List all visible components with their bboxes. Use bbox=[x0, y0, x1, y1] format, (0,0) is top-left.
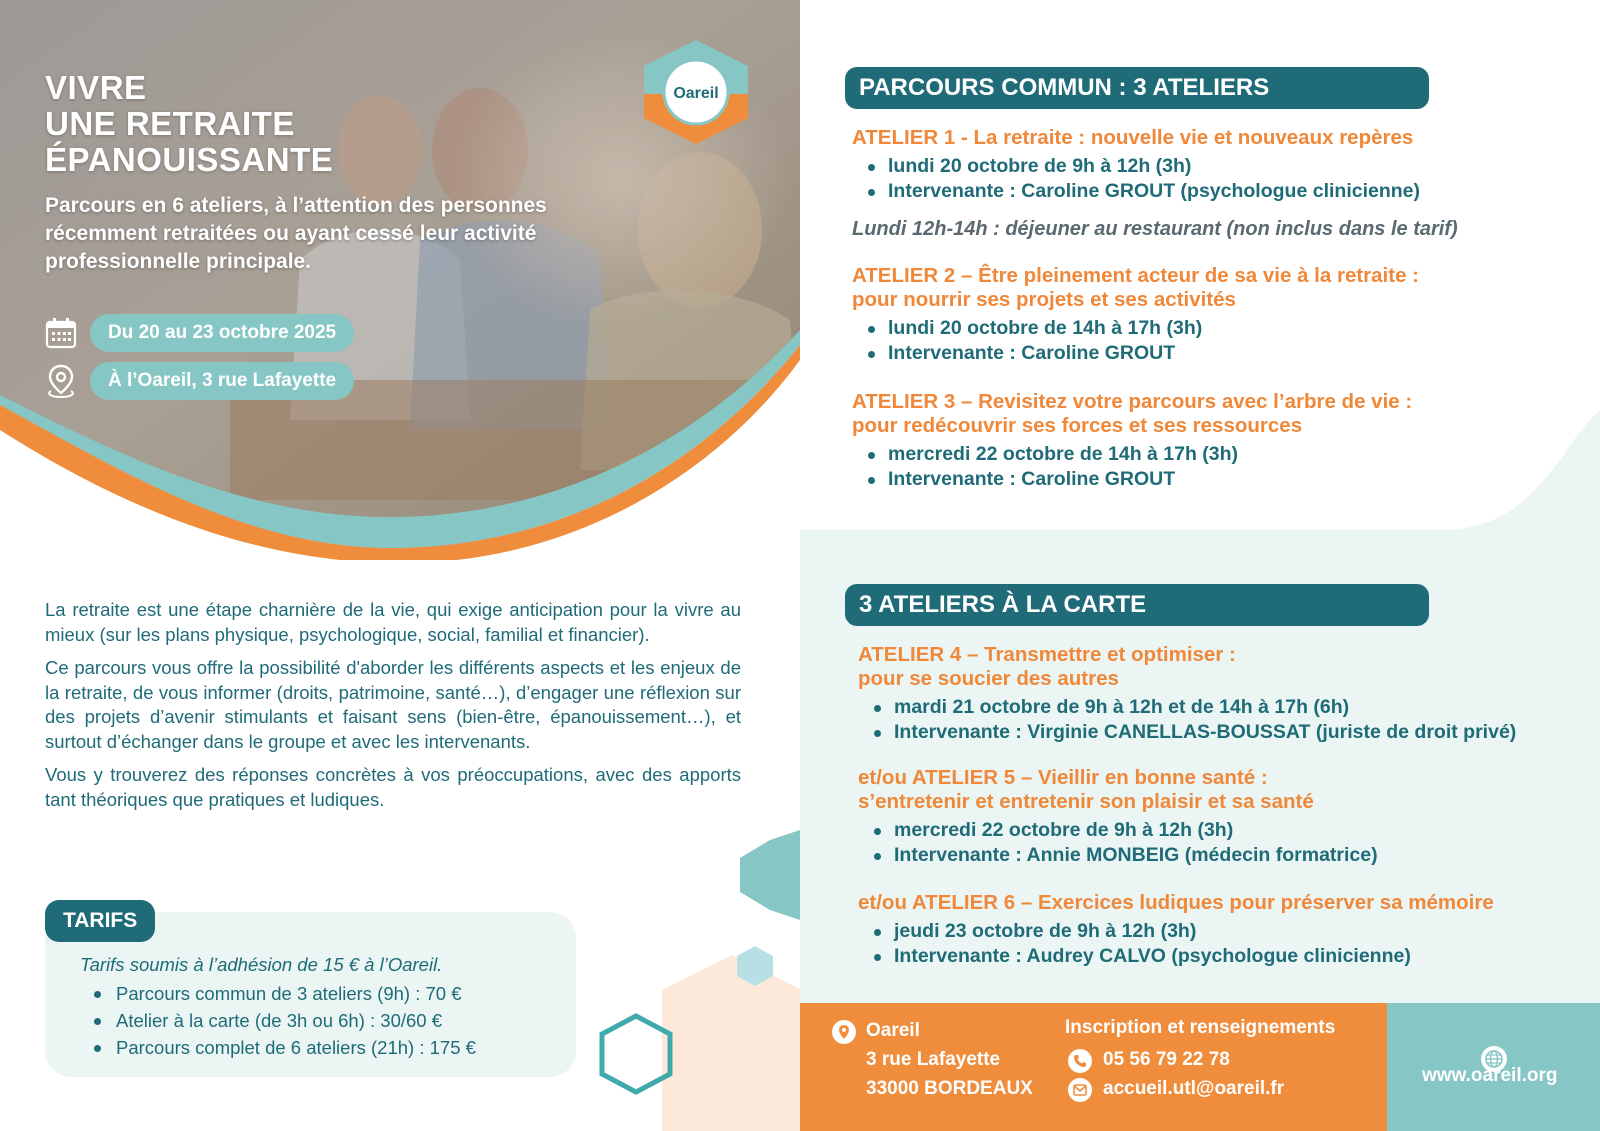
right-panel bbox=[800, 0, 1600, 1131]
place-pill: À l’Oareil, 3 rue Lafayette bbox=[90, 362, 354, 400]
atelier-title: ATELIER 3 – Revisitez votre parcours avec l’arbre de vie : bbox=[852, 390, 1413, 413]
atelier-detail-item: Intervenante : Annie MONBEIG (médecin formatrice) bbox=[872, 843, 1578, 868]
atelier-6 bbox=[858, 891, 1578, 968]
atelier-title: ATELIER 2 – Être pleinement acteur de sa vie à la retraite : bbox=[852, 264, 1420, 287]
tarifs-label: TARIFS bbox=[45, 900, 155, 942]
footer-email[interactable]: accueil.utl@oareil.fr bbox=[1103, 1078, 1285, 1099]
atelier-details bbox=[852, 316, 1572, 365]
place-row bbox=[44, 362, 354, 400]
atelier-details bbox=[858, 818, 1578, 867]
atelier-5 bbox=[858, 766, 1578, 867]
intro-paragraph: Ce parcours vous offre la possibilité d'aborder les différents aspects et les enjeux de la retraite, de vous informer (droits, patrimoine, santé…), d’engager une réflexion sur des projets d’avenir stimulants et faisant sens (bien-être, épanouissement…), et surtout d’échanger dans le groupe et avec les intervenants. bbox=[45, 657, 741, 752]
hero-title-line: VIVRE bbox=[45, 69, 147, 106]
atelier-title: ATELIER 4 – Transmettre et optimiser : bbox=[858, 643, 1236, 666]
logo-text: Oareil bbox=[673, 85, 719, 102]
decorative-hexagon bbox=[735, 945, 775, 987]
atelier-detail-item: Intervenante : Audrey CALVO (psychologue clinicienne) bbox=[872, 944, 1578, 969]
atelier-detail-item: jeudi 23 octobre de 9h à 12h (3h) bbox=[872, 919, 1578, 944]
tarif-item: Parcours complet de 6 ateliers (21h) : 175 € bbox=[90, 1034, 476, 1061]
atelier-detail-item: lundi 20 octobre de 9h à 12h (3h) bbox=[866, 154, 1572, 179]
atelier-detail-item: mercredi 22 octobre de 9h à 12h (3h) bbox=[872, 818, 1578, 843]
atelier-3 bbox=[852, 390, 1572, 491]
atelier-detail-item: Intervenante : Caroline GROUT bbox=[866, 467, 1572, 492]
footer-street: 3 rue Lafayette bbox=[866, 1049, 1001, 1070]
atelier-details bbox=[858, 695, 1578, 744]
location-pin-icon bbox=[832, 1020, 856, 1044]
footer-website[interactable]: www.oareil.org bbox=[1422, 1065, 1558, 1086]
decorative-hexagon-outline bbox=[598, 1012, 674, 1096]
section-header-a-la-carte: 3 ATELIERS À LA CARTE bbox=[845, 584, 1429, 626]
tarifs-note: Tarifs soumis à l’adhésion de 15 € à l’Oareil. bbox=[80, 954, 443, 975]
intro-paragraph: La retraite est une étape charnière de la vie, qui exige anticipation pour la vivre au mieux (sur les plans physique, psychologique, social, familial et financier). bbox=[45, 599, 741, 645]
atelier-title: et/ou ATELIER 6 – Exercices ludiques pour préserver sa mémoire bbox=[858, 891, 1494, 914]
footer-phone[interactable]: 05 56 79 22 78 bbox=[1103, 1049, 1230, 1070]
atelier-detail-item: Intervenante : Virginie CANELLAS-BOUSSAT (juriste de droit privé) bbox=[872, 720, 1578, 745]
tarif-item: Parcours commun de 3 ateliers (9h) : 70 € bbox=[90, 980, 476, 1007]
atelier-4 bbox=[858, 643, 1578, 744]
atelier-title: ATELIER 1 - La retraite : nouvelle vie et nouveaux repères bbox=[852, 126, 1414, 149]
atelier-detail-item: Intervenante : Caroline GROUT (psychologue clinicienne) bbox=[866, 179, 1572, 204]
atelier-details bbox=[852, 154, 1572, 203]
phone-icon bbox=[1068, 1049, 1092, 1073]
section-header-parcours-commun: PARCOURS COMMUN : 3 ATELIERS bbox=[845, 67, 1429, 109]
atelier-details bbox=[852, 442, 1572, 491]
oareil-logo bbox=[640, 38, 752, 146]
email-icon bbox=[1068, 1078, 1092, 1102]
location-pin-icon bbox=[44, 364, 78, 398]
atelier-1 bbox=[852, 126, 1572, 203]
decorative-hexagon bbox=[740, 830, 800, 920]
hero-title-line: ÉPANOUISSANTE bbox=[45, 141, 334, 178]
atelier-detail-item: mercredi 22 octobre de 14h à 17h (3h) bbox=[866, 442, 1572, 467]
atelier-subtitle: pour se soucier des autres bbox=[858, 667, 1119, 690]
hero-subtitle: Parcours en 6 ateliers, à l’attention des personnes récemment retraitées ou ayant cessé leur activité professionnelle principale. bbox=[45, 194, 547, 273]
atelier-detail-item: lundi 20 octobre de 14h à 17h (3h) bbox=[866, 316, 1572, 341]
intro-paragraph: Vous y trouverez des réponses concrètes à vos préoccupations, avec des apports tant théoriques que pratiques et ludiques. bbox=[45, 764, 741, 810]
atelier-title: et/ou ATELIER 5 – Vieillir en bonne santé : bbox=[858, 766, 1268, 789]
atelier-details bbox=[858, 919, 1578, 968]
decorative-hexagon bbox=[662, 955, 800, 1131]
tarifs-list bbox=[90, 980, 476, 1061]
footer-org-name: Oareil bbox=[866, 1020, 920, 1041]
footer-city: 33000 BORDEAUX bbox=[866, 1078, 1033, 1099]
footer-contact-title: Inscription et renseignements bbox=[1065, 1017, 1336, 1038]
atelier-2 bbox=[852, 264, 1572, 365]
atelier-detail-item: mardi 21 octobre de 9h à 12h et de 14h à 17h (6h) bbox=[872, 695, 1578, 720]
intro-text bbox=[45, 598, 741, 821]
atelier-subtitle: s’entretenir et entretenir son plaisir et sa santé bbox=[858, 790, 1314, 813]
date-pill: Du 20 au 23 octobre 2025 bbox=[90, 314, 354, 352]
footer bbox=[800, 1003, 1600, 1131]
atelier-subtitle: pour nourrir ses projets et ses activités bbox=[852, 288, 1236, 311]
date-row bbox=[44, 314, 354, 352]
atelier-detail-item: Intervenante : Caroline GROUT bbox=[866, 341, 1572, 366]
hero-title bbox=[45, 70, 333, 178]
tarif-item: Atelier à la carte (de 3h ou 6h) : 30/60 € bbox=[90, 1007, 476, 1034]
lunch-note: Lundi 12h-14h : déjeuner au restaurant (non inclus dans le tarif) bbox=[852, 218, 1458, 240]
hero-title-line: UNE RETRAITE bbox=[45, 105, 295, 142]
hero-section bbox=[0, 0, 800, 560]
calendar-icon bbox=[44, 316, 78, 350]
atelier-subtitle: pour redécouvrir ses forces et ses ressources bbox=[852, 414, 1303, 437]
